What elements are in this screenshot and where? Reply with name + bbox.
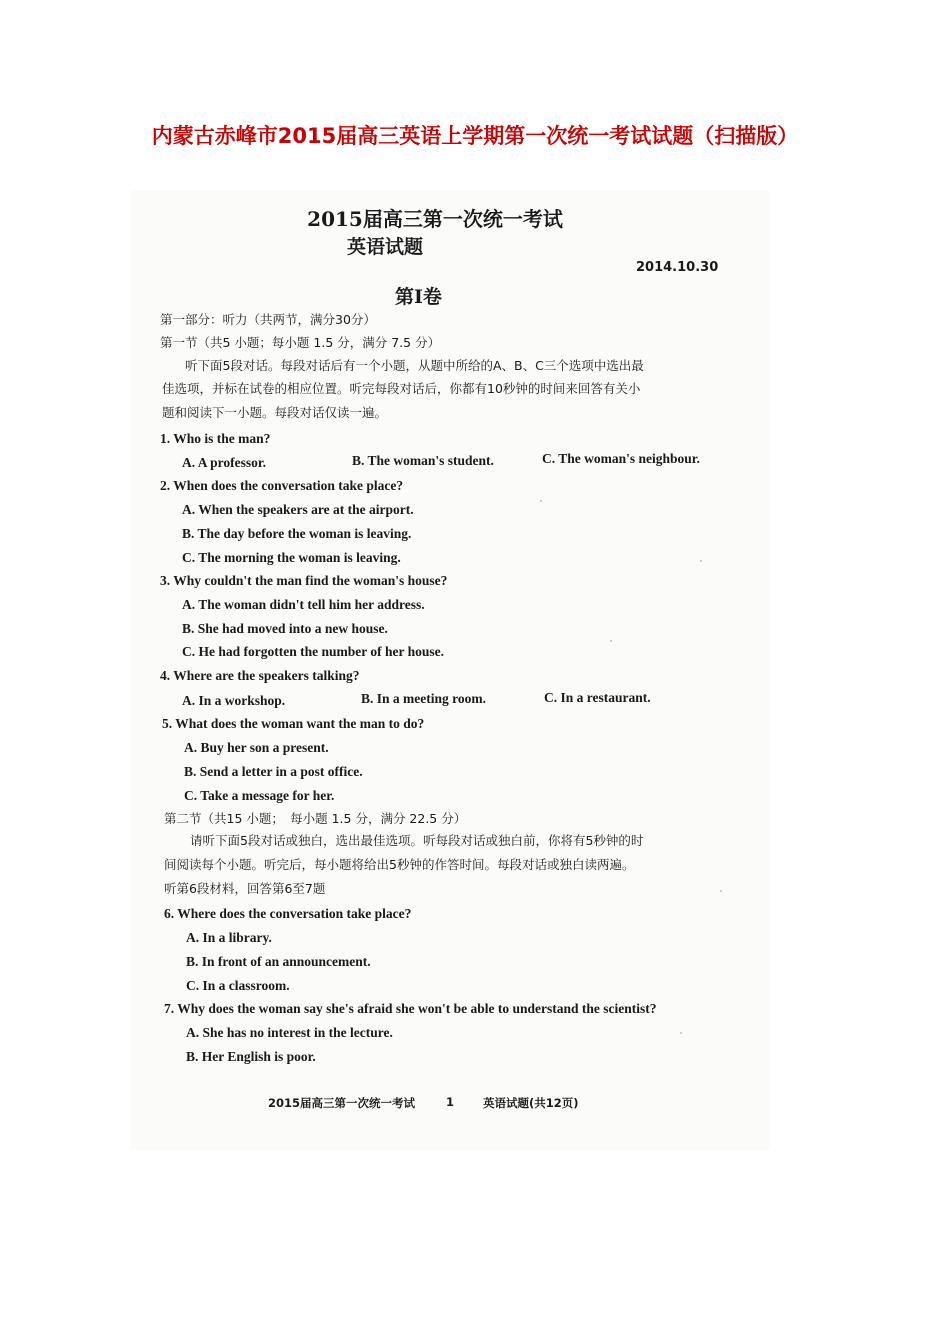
- scan-speck: [540, 500, 542, 502]
- instructions-line: 题和阅读下一小题。每段对话仅读一遍。: [162, 405, 388, 420]
- question-option: A. In a library.: [186, 930, 272, 945]
- section2-instructions-line: 请听下面5段对话或独白，选出最佳选项。听每段对话或独白前，你将有5秒钟的时: [190, 833, 644, 848]
- question-option: B. In front of an announcement.: [186, 954, 371, 969]
- volume-label: 第Ⅰ卷: [395, 286, 442, 308]
- question-option: C. The woman's neighbour.: [542, 451, 700, 466]
- question-option: B. She had moved into a new house.: [182, 621, 388, 636]
- question-stem: 1. Who is the man?: [160, 431, 271, 446]
- scan-speck: [680, 1032, 682, 1034]
- question-option: A. A professor.: [182, 455, 267, 470]
- question-option: C. In a classroom.: [186, 978, 290, 993]
- scan-speck: [720, 890, 722, 892]
- part1-heading: 第一部分：听力（共两节，满分30分）: [160, 312, 376, 327]
- instructions-line: 听下面5段对话。每段对话后有一个小题，从题中所给的A、B、C三个选项中选出最: [185, 358, 644, 373]
- question-option: A. She has no interest in the lecture.: [186, 1025, 393, 1040]
- question-stem: 4. Where are the speakers talking?: [160, 668, 360, 683]
- question-stem: 3. Why couldn't the man find the woman's house?: [160, 573, 448, 588]
- question-stem: 7. Why does the woman say she's afraid she won't be able to understand the scientist?: [164, 1001, 657, 1016]
- scan-speck: [700, 560, 702, 562]
- exam-title: 2015届高三第一次统一考试: [307, 207, 563, 231]
- section1-heading: 第一节（共5 小题；每小题 1.5 分，满分 7.5 分）: [160, 335, 441, 350]
- question-option: A. When the speakers are at the airport.: [182, 502, 414, 517]
- question-option: A. The woman didn't tell him her address.: [182, 597, 425, 612]
- question-option: A. In a workshop.: [182, 693, 286, 708]
- footer-exam-name: 2015届高三第一次统一考试: [268, 1096, 416, 1110]
- footer-page-number: 1: [446, 1095, 455, 1109]
- question-option: C. In a restaurant.: [544, 690, 651, 705]
- material-note: 听第6段材料，回答第6至7题: [164, 881, 326, 896]
- question-stem: 2. When does the conversation take place?: [160, 478, 404, 493]
- question-option: B. Her English is poor.: [186, 1049, 316, 1064]
- question-option: B. In a meeting room.: [361, 691, 486, 706]
- instructions-line: 佳选项，并标在试卷的相应位置。听完每段对话后，你都有10秒钟的时间来回答有关小: [162, 381, 641, 396]
- exam-subtitle: 英语试题: [346, 236, 423, 258]
- question-option: C. He had forgotten the number of her house.: [182, 644, 444, 659]
- question-option: B. The day before the woman is leaving.: [182, 526, 412, 541]
- question-option: A. Buy her son a present.: [184, 740, 329, 755]
- question-stem: 6. Where does the conversation take place?: [164, 906, 412, 921]
- document-title: 内蒙古赤峰市2015届高三英语上学期第一次统一考试试题（扫描版）: [151, 124, 799, 148]
- section2-heading: 第二节（共15 小题； 每小题 1.5 分，满分 22.5 分）: [164, 811, 467, 826]
- question-stem: 5. What does the woman want the man to do?: [162, 716, 425, 731]
- footer-page-count: 英语试题(共12页): [483, 1096, 579, 1110]
- question-option: B. Send a letter in a post office.: [184, 764, 363, 779]
- question-option: B. The woman's student.: [352, 453, 494, 468]
- section2-instructions-line: 间阅读每个小题。听完后，每小题将给出5秒钟的作答时间。每段对话或独白读两遍。: [164, 857, 635, 872]
- exam-date: 2014.10.30: [636, 260, 719, 275]
- scan-speck: [610, 640, 612, 642]
- question-option: C. The morning the woman is leaving.: [182, 550, 401, 565]
- question-option: C. Take a message for her.: [184, 788, 335, 803]
